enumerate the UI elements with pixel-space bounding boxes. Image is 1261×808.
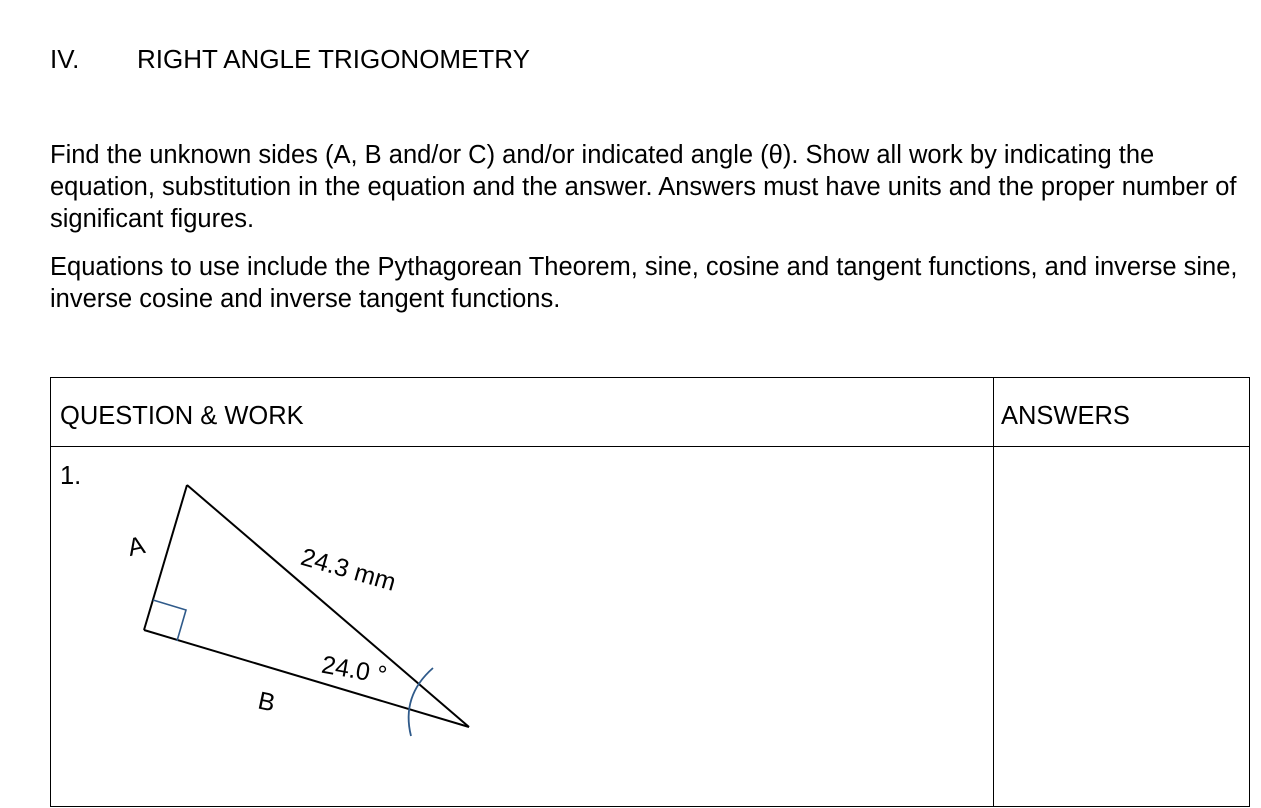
side-b-line [144,630,469,727]
column-divider [993,378,994,806]
hypotenuse-line [187,485,469,727]
hypotenuse-label: 24.3 mm [297,542,399,597]
side-b-label: B [255,686,278,718]
angle-label: 24.0 ° [319,650,389,690]
instructions-paragraph-2: Equations to use include the Pythagorean Theorem, sine, cosine and tangent functions, and inverse sine, inverse cosine and inverse tangent functions. [50,253,1238,313]
column-header-question-work: QUESTION & WORK [60,402,304,430]
column-header-answers: ANSWERS [1001,402,1130,430]
question-number: 1. [60,462,82,490]
section-title: RIGHT ANGLE TRIGONOMETRY [137,44,530,74]
question-answer-table [50,377,1250,807]
instructions-paragraph-1: Find the unknown sides (A, B and/or C) and/or indicated angle (θ). Show all work by indicating the equation, substitution in the equation and the answer. Answers must have units and the proper number of significant figures. [50,141,1237,233]
section-heading [50,44,530,75]
side-a-label: A [125,531,148,562]
triangle-diagram [51,378,993,808]
section-number: IV. [50,44,80,74]
